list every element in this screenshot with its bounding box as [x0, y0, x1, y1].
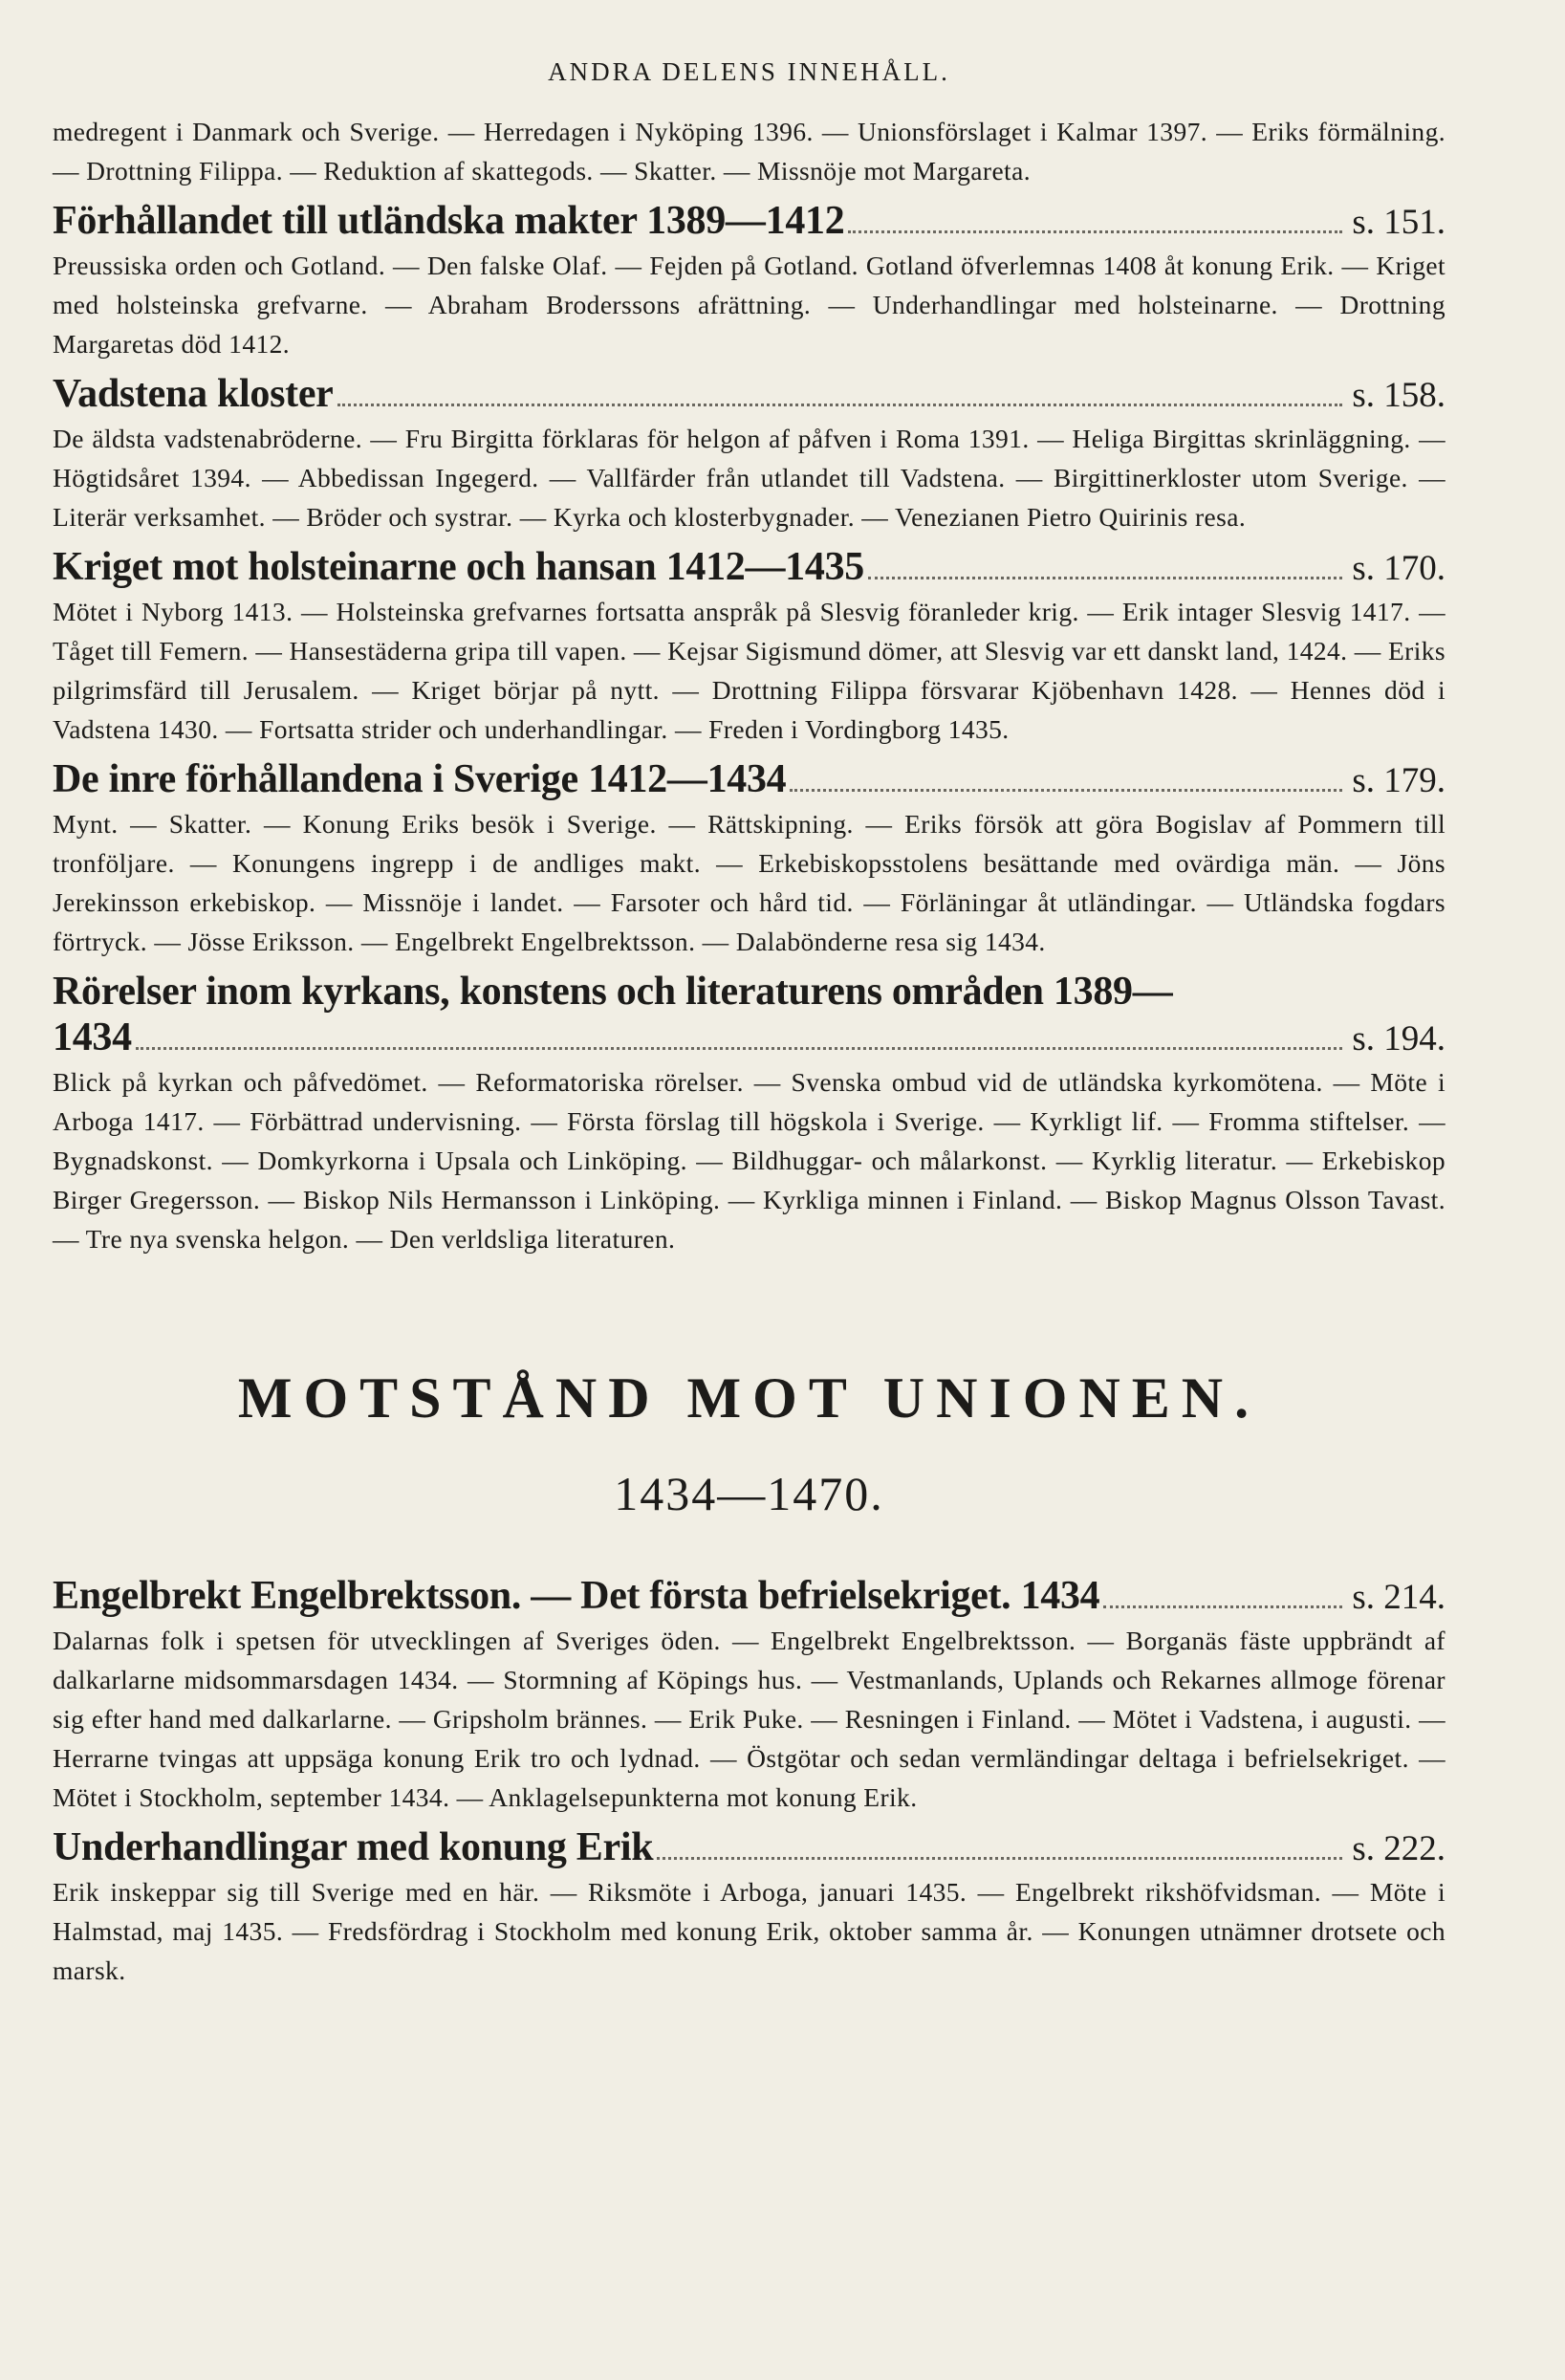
section-heading	[53, 371, 1445, 417]
dot-leader	[868, 577, 1342, 579]
section-summary: Dalarnas folk i spetsen för utvecklingen af Sveriges öden. — Engelbrekt Engelbrektsson. — Borganäs fäste uppbrändt af dalkarlarne midsommarsdagen 1434. — Stormning af Köpings hus. — Vestmanlands, Uplands och Rekarnes allmoge förenar sig efter hand med dalkarlarne. — Gripsholm brännes. — Erik Puke. — Resningen i Finland. — Mötet i Vadstena, i augusti. — Herrarne tvingas att uppsäga konung Erik tro och lydnad. — Östgötar och sedan vermländingar deltaga i befrielsekriget. — Mötet i Stockholm, september 1434. — Anklagelsepunkterna mot konung Erik.	[53, 1626, 1445, 1812]
part-years: 1434—1470.	[614, 1467, 884, 1520]
dot-leader	[136, 1047, 1343, 1050]
page-reference: s. 214.	[1352, 1578, 1445, 1617]
section-summary: De äldsta vadstenabröderne. — Fru Birgitta förklaras för helgon af påfven i Roma 1391. — Heliga Birgittas skrinläggning. — Högtidsåret 1394. — Abbedissan Ingegerd. — Vallfärder från utlandet till Vadstena. — Birgittinerkloster utom Sverige. — Literär verksamhet. — Bröder och systrar. — Kyrka och klosterbygnader. — Venezianen Pietro Quirinis resa.	[53, 424, 1445, 532]
running-head: ANDRA DELENS INNEHÅLL.	[548, 57, 950, 86]
section-heading	[53, 969, 1445, 1060]
section-summary: Erik inskeppar sig till Sverige med en här. — Riksmöte i Arboga, januari 1435. — Engelbrekt rikshöfvidsman. — Möte i Halmstad, maj 1435. — Fredsfördrag i Stockholm med konung Erik, oktober samma år. — Konungen utnämner drotsete och marsk.	[53, 1877, 1445, 1985]
page-reference: s. 158.	[1352, 376, 1445, 415]
section-summary: Mötet i Nyborg 1413. — Holsteinska grefvarnes fortsatta anspråk på Slesvig föranleder krig. — Erik intager Slesvig 1417. — Tåget till Femern. — Hansestäderna gripa till vapen. — Kejsar Sigismund dömer, att Slesvig var ett danskt land, 1424. — Eriks pilgrimsfärd till Jerusalem. — Kriget börjar på nytt. — Drottning Filippa försvarar Kjöbenhavn 1428. — Hennes död i Vadstena 1430. — Fortsatta strider och underhandlingar. — Freden i Vordingborg 1435.	[53, 597, 1445, 744]
section-title: De inre förhållandena i Sverige 1412—1434	[53, 757, 787, 801]
section-heading	[53, 1824, 1445, 1870]
section-title: Engelbrekt Engelbrektsson. — Det första befrielsekriget. 1434	[53, 1574, 1100, 1618]
page-reference: s. 194.	[1352, 1019, 1445, 1059]
page-reference: s. 179.	[1352, 761, 1445, 800]
dot-leader	[848, 230, 1342, 233]
section-title: Förhållandet till utländska makter 1389—1412	[53, 199, 845, 243]
contents-page	[53, 57, 1445, 1990]
page-reference: s. 170.	[1352, 549, 1445, 588]
section-summary: Preussiska orden och Gotland. — Den falske Olaf. — Fejden på Gotland. Gotland öfverlemnas 1408 åt konung Erik. — Kriget med holsteinska grefvarne. — Abraham Broderssons afrättning. — Underhandlingar med holsteinarne. — Drottning Margaretas död 1412.	[53, 251, 1445, 359]
section-heading	[53, 544, 1445, 590]
page-reference: s. 222.	[1352, 1829, 1445, 1868]
section-summary: Mynt. — Skatter. — Konung Eriks besök i Sverige. — Rättskipning. — Eriks försök att göra Bogislav af Pommern till tronföljare. — Konungens ingrepp i de andliges makt. — Erkebiskopsstolens besättande med ovärdiga män. — Jöns Jerekinsson erkebiskop. — Missnöje i landet. — Farsoter och hård tid. — Förläningar åt utländingar. — Utländska fogdars förtryck. — Jösse Eriksson. — Engelbrekt Engelbrektsson. — Dalabönderne resa sig 1434.	[53, 809, 1445, 956]
dot-leader	[790, 789, 1342, 792]
dot-leader	[657, 1857, 1342, 1860]
section-title: Kriget mot holsteinarne och hansan 1412—1435	[53, 545, 864, 589]
part-title: MOTSTÅND MOT UNIONEN.	[237, 1366, 1261, 1430]
intro-paragraph: medregent i Danmark och Sverige. — Herredagen i Nyköping 1396. — Unionsförslaget i Kalmar 1397. — Eriks förmälning. — Drottning Filippa. — Reduktion af skattegods. — Skatter. — Missnöje mot Margareta.	[53, 117, 1445, 186]
section-heading	[53, 198, 1445, 244]
dot-leader	[337, 404, 1343, 406]
page-reference: s. 151.	[1352, 203, 1445, 242]
section-title: Underhandlingar med konung Erik	[53, 1825, 654, 1869]
section-title: Rörelser inom kyrkans, konstens och literaturens områden 1389—	[53, 970, 1173, 1014]
dot-leader	[1103, 1605, 1342, 1608]
section-heading	[53, 1573, 1445, 1619]
section-heading	[53, 756, 1445, 802]
section-summary: Blick på kyrkan och påfvedömet. — Reformatoriska rörelser. — Svenska ombud vid de utländska kyrkomötena. — Möte i Arboga 1417. — Förbättrad undervisning. — Första förslag till högskola i Sverige. — Kyrkligt lif. — Fromma stiftelser. — Bygnadskonst. — Domkyrkorna i Upsala och Linköping. — Bildhuggar- och målarkonst. — Kyrklig literatur. — Erkebiskop Birger Gregersson. — Biskop Nils Hermansson i Linköping. — Kyrkliga minnen i Finland. — Biskop Magnus Olsson Tavast. — Tre nya svenska helgon. — Den verldsliga literaturen.	[53, 1067, 1445, 1254]
section-title: Vadstena kloster	[53, 372, 334, 416]
section-title-continued: 1434	[53, 1015, 132, 1059]
